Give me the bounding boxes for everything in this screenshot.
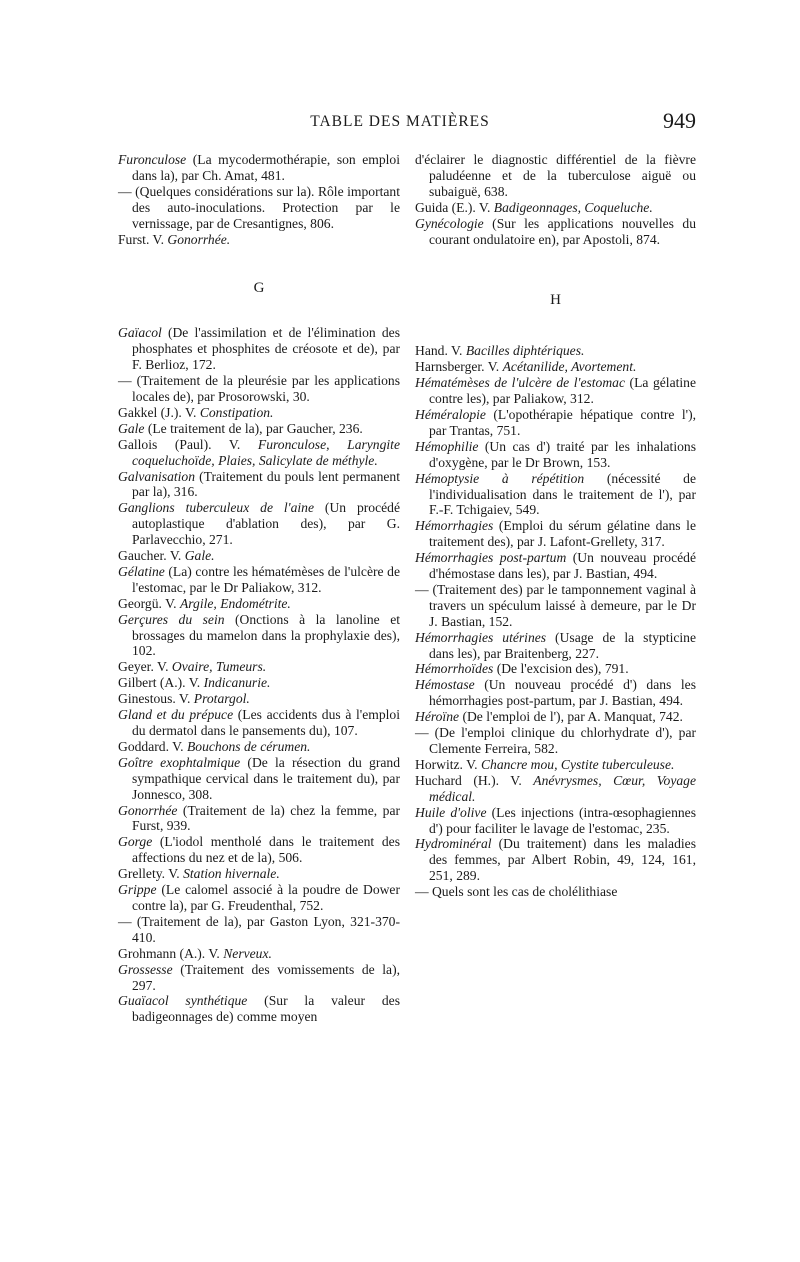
- entry-text: Georgü. V.: [118, 595, 180, 611]
- entry-heading: Gale: [118, 420, 145, 436]
- index-entry: [118, 803, 400, 835]
- entry-reference: Gale.: [184, 548, 215, 564]
- entry-heading: Gaïacol: [118, 325, 162, 341]
- index-entry: [118, 946, 400, 962]
- entry-text: Ginestous. V.: [118, 691, 194, 707]
- right-top-entries: [415, 152, 696, 247]
- entry-heading: Hématémèses de l'ulcère de l'estomac: [415, 375, 625, 391]
- entry-text: — Quels sont les cas de cholélithiase: [415, 884, 618, 900]
- entry-text: Huchard (H.). V.: [415, 772, 534, 788]
- entry-heading: Gynécologie: [415, 215, 484, 231]
- index-entry: [118, 437, 400, 469]
- entry-reference: Bouchons de cérumen.: [186, 738, 311, 754]
- entry-heading: Hémorrhagies: [415, 518, 494, 534]
- entry-heading: Galvanisation: [118, 468, 196, 484]
- entry-heading: Goître exophtalmique: [118, 754, 241, 770]
- index-entry: [415, 439, 696, 471]
- entry-heading: Héroïne: [415, 709, 460, 725]
- entry-text: Furst. V.: [118, 231, 168, 247]
- entry-heading: Furonculose: [118, 152, 187, 167]
- entry-heading: Gorge: [118, 834, 153, 850]
- index-entry: [118, 421, 400, 437]
- entry-heading: Hydrominéral: [415, 836, 492, 852]
- entry-reference: Chancre mou, Cystite tuberculeuse.: [480, 756, 675, 772]
- entry-text: (De l'excision des), 791.: [493, 661, 629, 677]
- entry-reference: Nerveux.: [223, 945, 272, 961]
- entry-text: (Traitement du pouls lent permanent par la), 316.: [132, 468, 400, 500]
- left-column: [118, 152, 400, 1025]
- entry-text: Gaucher. V.: [118, 548, 185, 564]
- index-entry: [415, 757, 696, 773]
- index-entry: [118, 739, 400, 755]
- index-entry: [118, 564, 400, 596]
- entry-reference: Bacilles diphtériques.: [465, 343, 585, 359]
- entry-reference: Constipation.: [199, 404, 274, 420]
- entry-reference: Protargol.: [193, 691, 250, 707]
- entry-text: (Sur la valeur des badigeonnages de) comme moyen: [132, 993, 400, 1025]
- entry-reference: Gonorrhée.: [167, 231, 231, 247]
- index-entry: [118, 596, 400, 612]
- entry-text: (nécessité de l'individualisation dans le traitement de l'), par F.-F. Tchigaiev, 549.: [429, 470, 696, 518]
- entry-heading: Gerçures du sein: [118, 611, 225, 627]
- index-entry: [415, 884, 696, 900]
- index-entry: [415, 725, 696, 757]
- entry-text: (Les accidents dus à l'emploi du dermatol dans le pansements du), 107.: [132, 707, 400, 738]
- entry-text: Guida (E.). V.: [415, 199, 494, 215]
- index-entry: [415, 550, 696, 582]
- entry-reference: Indicanurie.: [203, 675, 271, 691]
- entry-text: Harnsberger. V.: [415, 359, 503, 375]
- entry-text: Hand. V.: [415, 343, 466, 359]
- entry-heading: Hémorrhoïdes: [415, 661, 494, 677]
- index-entry: [118, 834, 400, 866]
- entry-text: (Le traitement de la), par Gaucher, 236.: [144, 420, 363, 436]
- index-entry: [118, 675, 400, 691]
- index-entry: [118, 659, 400, 675]
- entry-text: Gallois (Paul). V.: [118, 436, 258, 452]
- index-entry: [415, 661, 696, 677]
- entry-heading: Hémorrhagies post-partum: [415, 550, 567, 566]
- index-entry: [118, 152, 400, 184]
- index-entry: [118, 325, 400, 373]
- entry-text: (De la résection du grand sympathique cervical dans le traitement du), par Jonnesco, 308.: [132, 754, 400, 802]
- left-top-entries: [118, 152, 400, 247]
- index-entry: [415, 359, 696, 375]
- index-entry: [415, 375, 696, 407]
- entry-text: (Le calomel associé à la poudre de Dower contre la), par G. Freudenthal, 752.: [132, 882, 400, 913]
- entry-text: (Traitement des vomissements de la), 297.: [132, 961, 400, 993]
- index-entry: [118, 882, 400, 914]
- entry-reference: Ovaire, Tumeurs.: [171, 659, 267, 675]
- entry-text: (L'iodol mentholé dans le traitement des affections du nez et de la), 506.: [132, 834, 400, 866]
- index-entry: [118, 914, 400, 946]
- entry-text: — (Quelques considérations sur la). Rôle important des auto-inoculations. Protection par le vernissage, par de Cresantignes, 806.: [118, 183, 400, 231]
- entry-heading: Hémophilie: [415, 438, 479, 454]
- entry-heading: Hémostase: [415, 677, 475, 693]
- index-entry: [415, 152, 696, 200]
- entry-text: Goddard. V.: [118, 738, 187, 754]
- index-entry: [118, 232, 400, 248]
- index-entry: [118, 373, 400, 405]
- index-entry: [415, 805, 696, 837]
- index-entry: [118, 612, 400, 660]
- entry-reference: Station hivernale.: [183, 866, 280, 882]
- entry-reference: Furonculose, Laryngite coqueluchoïde, Plaies, Salicylate de méthyle.: [132, 436, 400, 468]
- entry-text: (Un cas d') traité par les inhalations d'oxygène, par le Dr Brown, 153.: [429, 438, 696, 470]
- index-entry: [118, 500, 400, 548]
- index-entry: [118, 707, 400, 739]
- entry-heading: Hémorrhagies utérines: [415, 629, 547, 645]
- page-number: 949: [663, 108, 696, 133]
- entry-heading: Gland et du prépuce: [118, 707, 234, 723]
- entry-text: — (Traitement de la pleurésie par les applications locales de), par Prosorowski, 30.: [118, 373, 400, 404]
- entry-text: Grellety. V.: [118, 866, 184, 882]
- index-entry: [118, 962, 400, 994]
- index-entry: [415, 630, 696, 662]
- entry-text: Grohmann (A.). V.: [118, 945, 224, 961]
- entry-text: (La mycodermothérapie, son emploi dans la), par Ch. Amat, 481.: [132, 152, 400, 183]
- entry-text: (Usage de la stypticine dans les), par Braitenberg, 227.: [429, 629, 697, 661]
- entry-text: (La gélatine contre les), par Paliakow, 312.: [429, 375, 696, 407]
- entry-heading: Hémoptysie à répétition: [415, 470, 585, 486]
- index-entry: [415, 709, 696, 725]
- index-entry: [415, 836, 696, 884]
- entry-text: Gakkel (J.). V.: [118, 404, 200, 420]
- entry-heading: Grossesse: [118, 961, 173, 977]
- index-entry: [415, 582, 696, 630]
- index-entry: [118, 866, 400, 882]
- entry-text: (Sur les applications nouvelles du courant ondulatoire en), par Apostoli, 874.: [429, 215, 696, 247]
- entry-text: (L'opothérapie hépatique contre l'), par Trantas, 751.: [429, 406, 696, 438]
- section-letter-g: G: [253, 280, 265, 297]
- entry-text: Horwitz. V.: [415, 756, 481, 772]
- entry-text: — (Traitement de la), par Gaston Lyon, 321-370-410.: [118, 913, 400, 945]
- entry-heading: Héméralopie: [415, 406, 486, 422]
- entry-heading: Huile d'olive: [415, 804, 487, 820]
- entry-text: (La) contre les hématémèses de l'ulcère de l'estomac, par le Dr Paliakow, 312.: [132, 563, 400, 595]
- entry-text: (De l'assimilation et de l'élimination des phosphates et phosphites de créosote et de), par F. Berlioz, 172.: [132, 325, 400, 373]
- entry-reference: Badigeonnages, Coqueluche.: [493, 199, 653, 215]
- h-entries: [415, 343, 696, 900]
- index-entry: [415, 200, 696, 216]
- index-entry: [118, 405, 400, 421]
- index-entry: [118, 184, 400, 232]
- entry-text: (Un nouveau procédé d') dans les hémorrhagies post-partum, par J. Bastian, 494.: [429, 677, 696, 709]
- entry-heading: Gélatine: [118, 563, 165, 579]
- running-head: TABLE DES MATIÈRES: [310, 113, 490, 130]
- entry-text: — (Traitement des) par le tamponnement vaginal à travers un spéculum laissé à demeure, par le Dr J. Bastian, 152.: [415, 581, 696, 629]
- entry-heading: Guaïacol synthétique: [118, 993, 248, 1009]
- entry-text: (Du traitement) dans les maladies des femmes, par Albert Robin, 49, 124, 161, 251, 289.: [429, 836, 696, 884]
- entry-text: d'éclairer le diagnostic différentiel de la fièvre paludéenne et de la tuberculose aiguë ou subaiguë, 638.: [415, 152, 696, 199]
- index-entry: [415, 773, 696, 805]
- entry-reference: Argile, Endométrite.: [179, 595, 291, 611]
- entry-text: (Emploi du sérum gélatine dans le traitement des), par J. Lafont-Grellety, 317.: [429, 518, 696, 550]
- entry-text: (Les injections (intra-œsophagiennes d') pour faciliter le lavage de l'estomac, 235.: [429, 804, 696, 836]
- entry-heading: Ganglions tuberculeux de l'aine: [118, 500, 314, 516]
- index-entry: [415, 216, 696, 248]
- entry-heading: Gonorrhée: [118, 802, 178, 818]
- entry-heading: Grippe: [118, 882, 157, 898]
- g-entries: [118, 325, 400, 1025]
- entry-text: (Traitement de la) chez la femme, par Furst, 939.: [132, 802, 400, 834]
- index-entry: [118, 993, 400, 1025]
- index-entry: [415, 471, 696, 519]
- index-entry: [415, 518, 696, 550]
- entry-reference: Anévrysmes, Cœur, Voyage médical.: [429, 772, 696, 804]
- entry-text: (Onctions à la lanoline et brossages du mamelon dans la prophylaxie des), 102.: [132, 611, 401, 659]
- index-entry: [118, 691, 400, 707]
- section-letter-h: H: [550, 292, 561, 309]
- index-entry: [415, 343, 696, 359]
- entry-text: (Un nouveau procédé d'hémostase dans les), par J. Bastian, 494.: [429, 550, 696, 582]
- entry-text: Gilbert (A.). V.: [118, 675, 204, 691]
- index-entry: [118, 755, 400, 803]
- index-entry: [118, 469, 400, 501]
- entry-text: (Un procédé autoplastique d'ablation des), par G. Parlavecchio, 271.: [132, 500, 400, 548]
- entry-text: (De l'emploi de l'), par A. Manquat, 742.: [459, 709, 683, 725]
- entry-text: — (De l'emploi clinique du chlorhydrate d'), par Clemente Ferreira, 582.: [415, 725, 696, 756]
- right-column: [415, 152, 696, 900]
- entry-text: Geyer. V.: [118, 659, 172, 675]
- index-entry: [415, 677, 696, 709]
- index-entry: [118, 548, 400, 564]
- index-entry: [415, 407, 696, 439]
- entry-reference: Acétanilide, Avortement.: [502, 359, 637, 375]
